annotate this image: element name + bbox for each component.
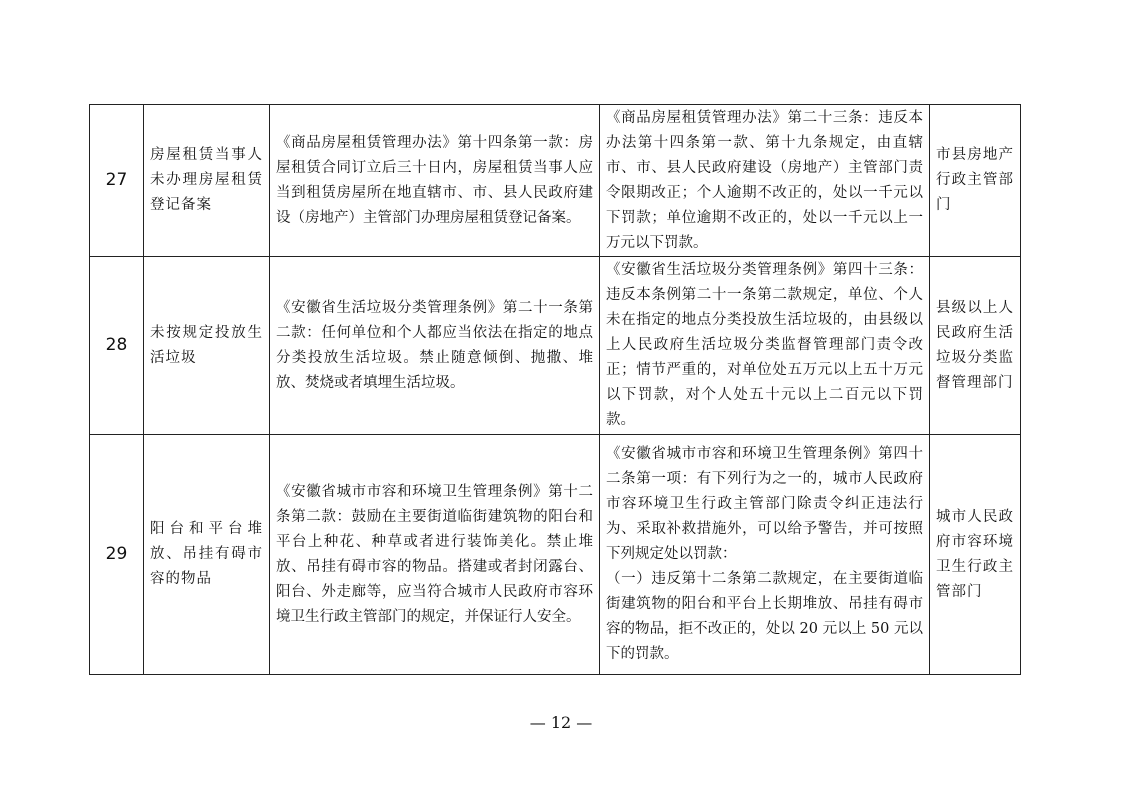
- row-number: 29: [90, 435, 144, 675]
- violation-item: 未按规定投放生活垃圾: [144, 257, 270, 435]
- legal-basis: 《商品房屋租赁管理办法》第十四条第一款：房屋租赁合同订立后三十日内，房屋租赁当事人应当到租赁房屋所在地直辖市、市、县人民政府建设（房地产）主管部门办理房屋租赁登记备案。: [270, 105, 600, 257]
- responsible-department: 市县房地产行政主管部门: [930, 105, 1021, 257]
- regulation-table: [89, 104, 1021, 675]
- table-row: [90, 435, 1021, 675]
- penalty-provision: 《安徽省生活垃圾分类管理条例》第四十三条：违反本条例第二十一条第二款规定，单位、个人未在指定的地点分类投放生活垃圾的，由县级以上人民政府生活垃圾分类监督管理部门责令改正；情节严重的，对单位处五万元以上五十万元以下罚款，对个人处五十元以上二百元以下罚款。: [600, 257, 930, 435]
- violation-item: 阳台和平台堆放、吊挂有碍市容的物品: [144, 435, 270, 675]
- legal-basis: 《安徽省城市市容和环境卫生管理条例》第十二条第二款：鼓励在主要街道临街建筑物的阳台和平台上种花、种草或者进行装饰美化。禁止堆放、吊挂有碍市容的物品。搭建或者封闭露台、阳台、外走廊等，应当符合城市人民政府市容环境卫生行政主管部门的规定，并保证行人安全。: [270, 435, 600, 675]
- legal-basis: 《安徽省生活垃圾分类管理条例》第二十一条第二款：任何单位和个人都应当依法在指定的地点分类投放生活垃圾。禁止随意倾倒、抛撒、堆放、焚烧或者填埋生活垃圾。: [270, 257, 600, 435]
- penalty-provision: 《商品房屋租赁管理办法》第二十三条：违反本办法第十四条第一款、第十九条规定，由直辖市、市、县人民政府建设（房地产）主管部门责令限期改正；个人逾期不改正的，处以一千元以下罚款；单位逾期不改正的，处以一千元以上一万元以下罚款。: [600, 105, 930, 257]
- penalty-clause-1: （一）违反第十二条第二款规定，在主要街道临街建筑物的阳台和平台上长期堆放、吊挂有碍市容的物品，拒不改正的，处以 20 元以上 50 元以下的罚款。: [606, 571, 923, 662]
- table-row: [90, 105, 1021, 257]
- penalty-provision: [600, 435, 930, 675]
- responsible-department: 县级以上人民政府生活垃圾分类监督管理部门: [930, 257, 1021, 435]
- responsible-department: 城市人民政府市容环境卫生行政主管部门: [930, 435, 1021, 675]
- penalty-main: 《安徽省城市市容和环境卫生管理条例》第四十二条第一项：有下列行为之一的，城市人民政府市容环境卫生行政主管部门除责令纠正违法行为、采取补救措施外，可以给予警告，并可按照下列规定处以罚款：: [606, 446, 923, 562]
- page-number: — 12 —: [529, 713, 593, 732]
- row-number: 28: [90, 257, 144, 435]
- table-row: [90, 257, 1021, 435]
- violation-item: 房屋租赁当事人未办理房屋租赁登记备案: [144, 105, 270, 257]
- row-number: 27: [90, 105, 144, 257]
